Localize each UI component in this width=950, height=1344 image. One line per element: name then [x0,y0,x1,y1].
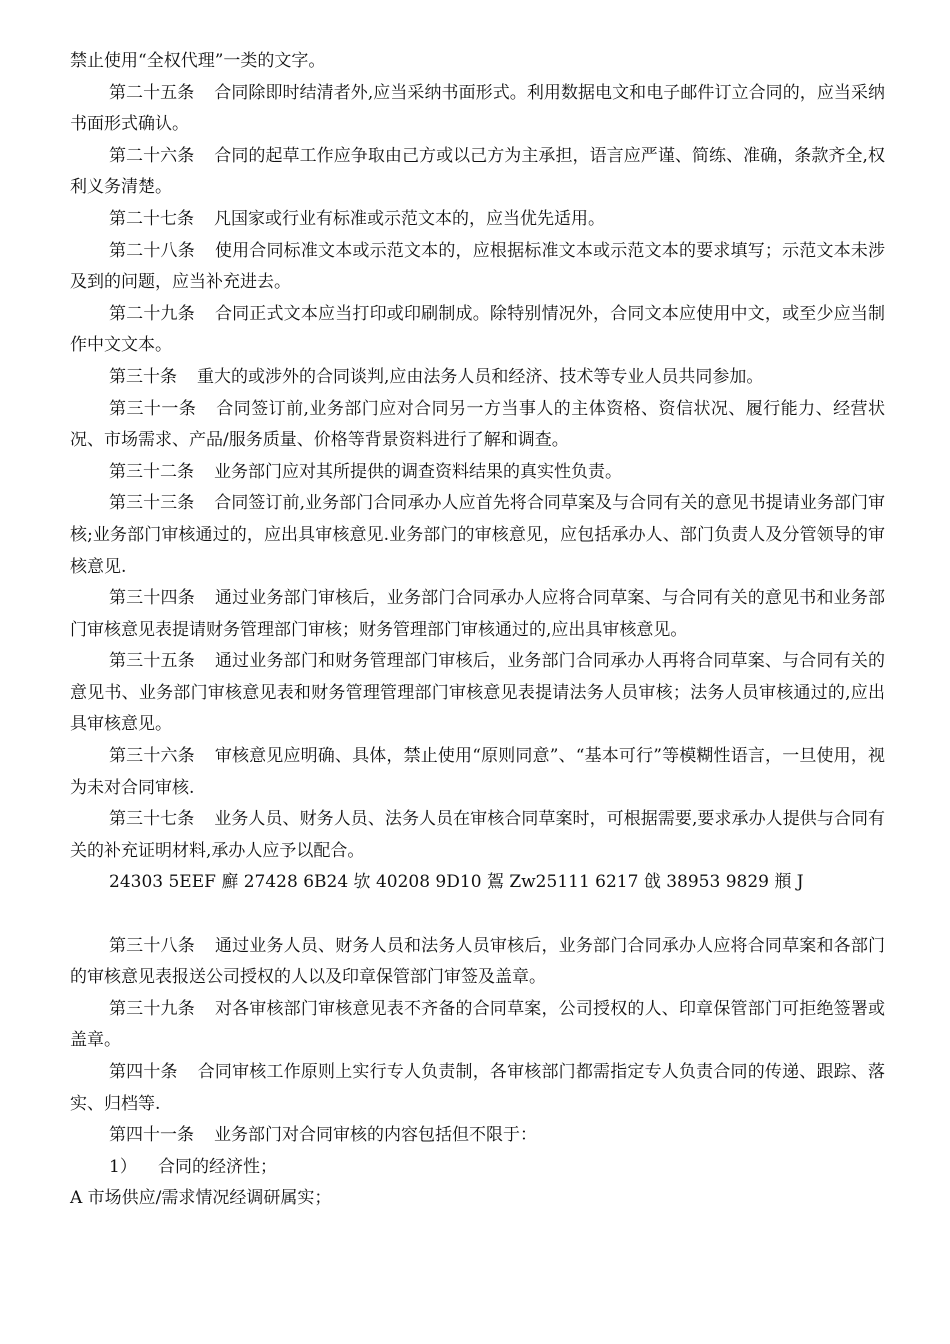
article-32 [70,457,885,489]
article-number: 第二十六条 [109,145,195,166]
article-number: 第三十六条 [109,746,195,767]
article-text: 业务部门应对其所提供的调查资料结果的真实性负责。 [214,461,622,482]
article-text: 通过业务人员、财务人员和法务人员审核后，业务部门合同承办人应将合同草案和各部门的审核意见表报送公司授权的人以及印章保管部门审签及盖章。 [70,935,886,988]
article-39 [70,994,885,1057]
article-text: 合同的起草工作应争取由己方或以己方为主承担，语言应严谨、简练、准确，条款齐全,权利义务清楚。 [70,145,885,198]
article-number: 第三十四条 [109,588,195,609]
article-25 [70,78,885,141]
list-item-text: 合同的经济性； [158,1156,277,1177]
article-37 [70,804,885,867]
paragraph-continuation [70,46,885,78]
sub-item-a [70,1183,885,1215]
article-number: 第二十八条 [109,240,195,261]
article-31 [70,394,885,457]
article-36 [70,741,885,804]
article-number: 第三十二条 [109,461,194,482]
article-text: 重大的或涉外的合同谈判,应由法务人员和经济、技术等专业人员共同参加。 [197,366,764,387]
article-38 [70,931,885,994]
article-text: 通过业务部门和财务管理部门审核后，业务部门合同承办人再将合同草案、与合同有关的意见书、业务部门审核意见表和财务管理管理部门审核意见表提请法务人员审核；法务人员审核通过的,应出具审核意见。 [70,651,886,735]
article-27 [70,204,885,236]
article-number: 第二十七条 [109,208,194,229]
article-number: 第四十条 [109,1062,178,1082]
article-text: 合同签订前,业务部门应对合同另一方当事人的主体资格、资信状况、履行能力、经营状况、市场需求、产品/服务质量、价格等背景资料进行了解和调查。 [70,398,885,451]
article-number: 第二十九条 [109,303,195,324]
article-41 [70,1120,885,1152]
list-item [70,1152,885,1184]
article-text: 合同审核工作原则上实行专人负责制，各审核部门都需指定专人负责合同的传递、跟踪、落实、归档等. [70,1062,886,1114]
article-number: 第三十一条 [109,398,197,419]
article-text: 合同除即时结清者外,应当采纳书面形式。利用数据电文和电子邮件订立合同的，应当采纳书面形式确认。 [70,82,885,135]
unicode-code-line: 24303 5EEF 廯 27428 6B24 欤 40208 9D10 鴐 Zw25111 6217 戗 38953 9829 頩 J [109,872,804,893]
article-26 [70,141,885,204]
article-40 [70,1057,885,1120]
sub-item-text: A 市场供应/需求情况经调研属实； [70,1188,332,1209]
article-text: 合同签订前,业务部门合同承办人应首先将合同草案及与合同有关的意见书提请业务部门审核;业务部门审核通过的，应出具审核意见.业务部门的审核意见，应包括承办人、部门负责人及分管领导的审核意见. [70,493,885,577]
document-page [70,46,885,1215]
article-number: 第三十九条 [109,998,195,1019]
article-text: 审核意见应明确、具体，禁止使用“原则同意”、“基本可行”等模糊性语言，一旦使用，视为未对合同审核. [70,746,886,798]
article-number: 第三十七条 [109,809,195,830]
blank-line [70,899,885,931]
article-text: 对各审核部门审核意见表不齐备的合同草案，公司授权的人、印章保管部门可拒绝签署或盖章。 [70,998,886,1051]
article-text: 凡国家或行业有标准或示范文本的，应当优先适用。 [214,208,605,229]
article-text: 合同正式文本应当打印或印刷制成。除特别情况外，合同文本应使用中文，或至少应当制作中文文本。 [70,303,886,356]
article-29 [70,299,885,362]
article-30 [70,362,885,394]
article-number: 第三十三条 [109,493,195,514]
article-33 [70,488,885,583]
article-34 [70,583,885,646]
article-number: 第二十五条 [109,82,195,103]
list-item-number: 1） [109,1156,137,1177]
article-number: 第三十五条 [109,651,195,672]
article-text: 通过业务部门审核后，业务部门合同承办人应将合同草案、与合同有关的意见书和业务部门审核意见表提请财务管理部门审核；财务管理部门审核通过的,应出具审核意见。 [70,588,886,640]
article-text: 使用合同标准文本或示范文本的，应根据标准文本或示范文本的要求填写；示范文本未涉及到的问题，应当补充进去。 [70,240,886,293]
article-number: 第四十一条 [109,1125,194,1146]
article-text: 业务人员、财务人员、法务人员在审核合同草案时，可根据需要,要求承办人提供与合同有关的补充证明材料,承办人应予以配合。 [70,809,885,861]
article-text: 业务部门对合同审核的内容包括但不限于： [214,1125,537,1146]
article-number: 第三十条 [109,366,177,387]
article-number: 第三十八条 [109,935,195,956]
paragraph-text: 禁止使用“全权代理”一类的文字。 [70,51,326,71]
article-35 [70,646,885,741]
article-28 [70,236,885,299]
